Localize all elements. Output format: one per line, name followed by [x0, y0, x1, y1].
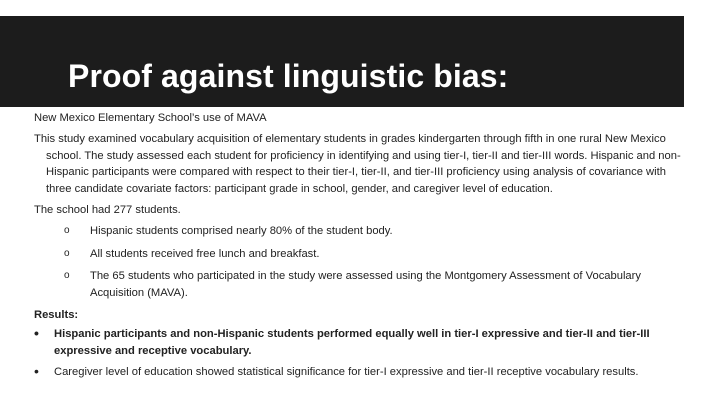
list-item [34, 223, 694, 239]
list-item-text: Hispanic students comprised nearly 80% of the student body. [90, 225, 393, 238]
bullet-icon: • [34, 363, 39, 380]
slide-subtitle: New Mexico Elementary School’s use of MAVA [34, 112, 267, 124]
slide-body [34, 110, 694, 386]
bullet-icon: • [34, 325, 39, 342]
circle-bullet-icon: o [64, 225, 70, 237]
list-item-text: The 65 students who participated in the study were assessed using the Montgomery Assessment of Vocabulary Acquisition (MAVA). [90, 270, 641, 299]
results-heading: Results: [34, 309, 79, 322]
list-item [34, 364, 694, 380]
results-list [34, 326, 694, 380]
circle-bullet-icon: o [64, 270, 70, 282]
list-item [34, 246, 694, 262]
list-item-text: All students received free lunch and breakfast. [90, 247, 320, 260]
list-item [34, 268, 694, 301]
school-info: The school had 277 students. [34, 204, 181, 217]
list-item-text: Hispanic participants and non-Hispanic students performed equally well in tier-I expressive and tier-II and tier-III expressive and receptive vocabulary. [54, 328, 650, 357]
circle-bullet-icon: o [64, 247, 70, 259]
list-item-text: Caregiver level of education showed statistical significance for tier-I expressive and tier-II receptive vocabulary results. [54, 366, 639, 379]
study-description: This study examined vocabulary acquisition of elementary students in grades kindergarten through fifth in one rural New Mexico school. The study assessed each student for proficiency in identifying and using tier-I, tier-II and tier-III words. Hispanic and non-Hispanic participants were compared with respect to their tier-I, tier-II, and tier-III proficiency using analysis of covariance with three candidate covariate factors: participant grade in school, gender, and caregiver level of education. [34, 133, 681, 195]
school-details-list [34, 223, 694, 301]
slide-title: Proof against linguistic bias: [68, 58, 509, 94]
list-item [34, 326, 694, 359]
